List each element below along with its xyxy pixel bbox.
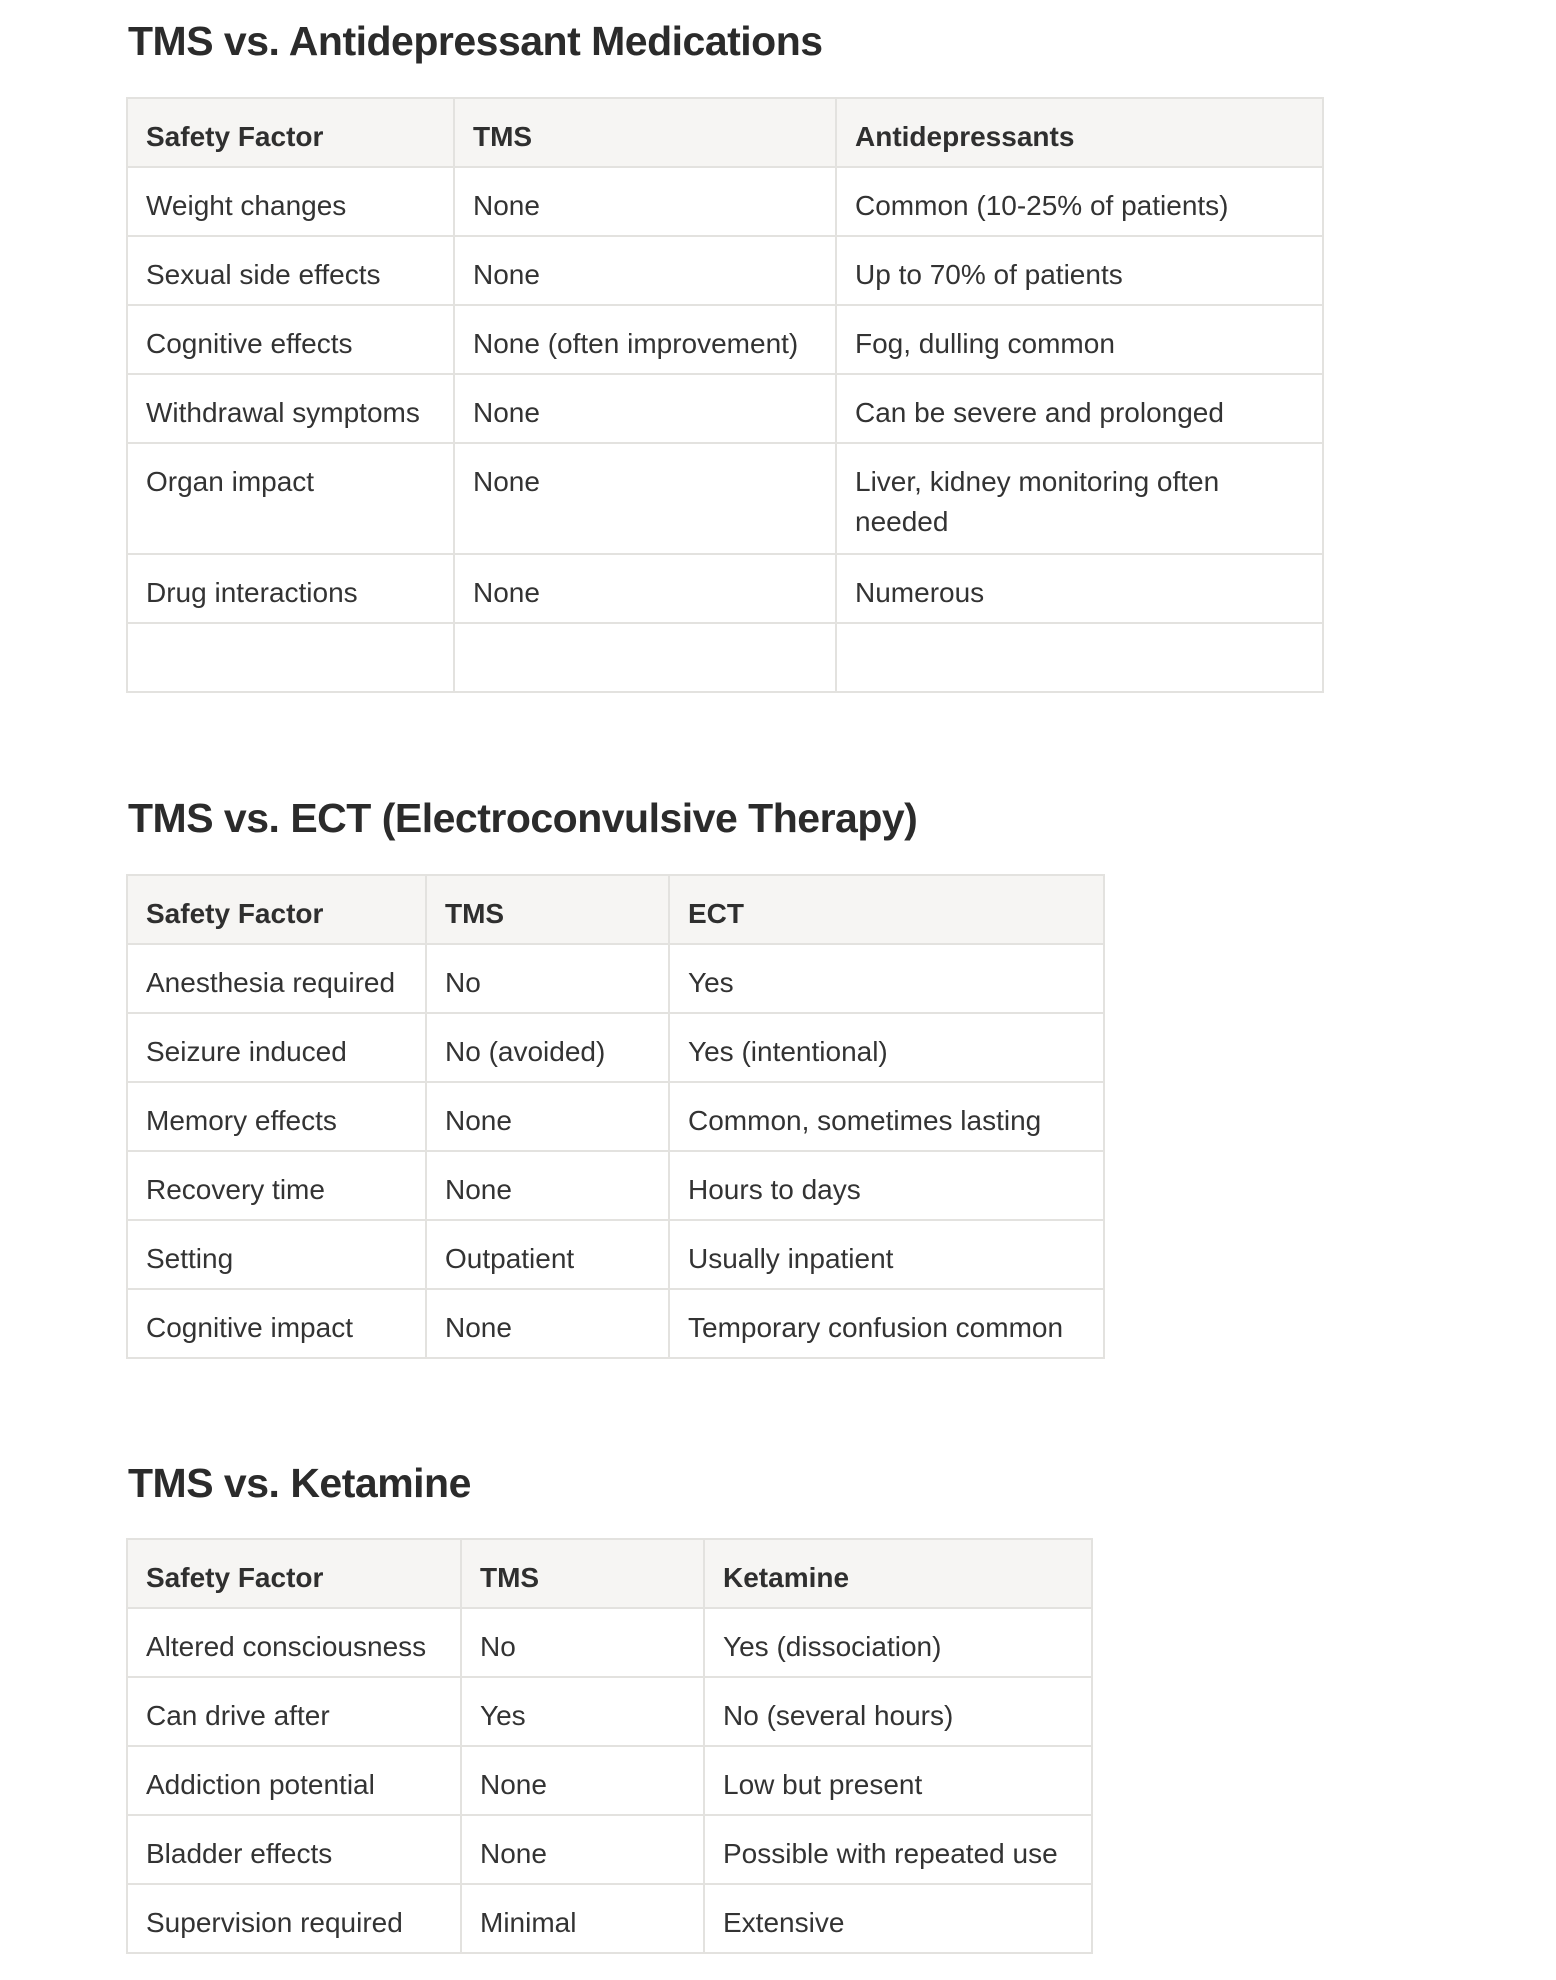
section-title-antidepressants: TMS vs. Antidepressant Medications <box>128 18 823 64</box>
table-cell: None <box>454 554 836 623</box>
section-title-ect: TMS vs. ECT (Electroconvulsive Therapy) <box>128 795 918 841</box>
table-cell: None <box>426 1289 669 1358</box>
table-row <box>127 167 1323 236</box>
table-cell: Seizure induced <box>127 1013 426 1082</box>
table-cell: Drug interactions <box>127 554 454 623</box>
table-cell: Addiction potential <box>127 1746 461 1815</box>
table-row <box>127 1815 1092 1884</box>
table-cell: Yes (dissociation) <box>704 1608 1092 1677</box>
column-header: Safety Factor <box>127 875 426 944</box>
column-header: Safety Factor <box>127 98 454 167</box>
table-row <box>127 1013 1104 1082</box>
table-cell: None <box>461 1746 704 1815</box>
table-cell: Yes <box>669 944 1104 1013</box>
table-header-row <box>127 1539 1092 1608</box>
column-header: TMS <box>461 1539 704 1608</box>
table-cell: No <box>461 1608 704 1677</box>
table-cell: Cognitive impact <box>127 1289 426 1358</box>
table-row <box>127 1220 1104 1289</box>
table-cell: Hours to days <box>669 1151 1104 1220</box>
table-row <box>127 1608 1092 1677</box>
comparison-table-ect <box>126 874 1105 1359</box>
column-header: ECT <box>669 875 1104 944</box>
comparison-table-antidepressants <box>126 97 1324 693</box>
table-cell: Liver, kidney monitoring often needed <box>836 443 1323 554</box>
table-cell: Common (10-25% of patients) <box>836 167 1323 236</box>
table-cell: Can be severe and prolonged <box>836 374 1323 443</box>
table-cell: Up to 70% of patients <box>836 236 1323 305</box>
column-header: Antidepressants <box>836 98 1323 167</box>
table-header-row <box>127 98 1323 167</box>
table-cell: Fog, dulling common <box>836 305 1323 374</box>
table-cell: Bladder effects <box>127 1815 461 1884</box>
table-cell: Extensive <box>704 1884 1092 1953</box>
table-row <box>127 1151 1104 1220</box>
table-cell: Low but present <box>704 1746 1092 1815</box>
table-cell: Supervision required <box>127 1884 461 1953</box>
table-cell: Numerous <box>836 554 1323 623</box>
table-cell: None <box>426 1082 669 1151</box>
table-row <box>127 374 1323 443</box>
column-header: TMS <box>426 875 669 944</box>
table-cell: None <box>454 443 836 554</box>
table-cell: Minimal <box>461 1884 704 1953</box>
table-cell: Common, sometimes lasting <box>669 1082 1104 1151</box>
table-cell: Outpatient <box>426 1220 669 1289</box>
table-row <box>127 236 1323 305</box>
table-cell: Temporary confusion common <box>669 1289 1104 1358</box>
table-cell: No <box>426 944 669 1013</box>
table-cell: None <box>454 236 836 305</box>
column-header: Safety Factor <box>127 1539 461 1608</box>
table-cell: Memory effects <box>127 1082 426 1151</box>
table-cell <box>836 623 1323 692</box>
table-header-row <box>127 875 1104 944</box>
table-cell: No (several hours) <box>704 1677 1092 1746</box>
table-row <box>127 1746 1092 1815</box>
table-cell: None <box>454 167 836 236</box>
table-cell: Can drive after <box>127 1677 461 1746</box>
table-row-empty <box>127 623 1323 692</box>
table-cell: None <box>454 374 836 443</box>
table-cell: Recovery time <box>127 1151 426 1220</box>
table-row <box>127 944 1104 1013</box>
table-cell: Withdrawal symptoms <box>127 374 454 443</box>
table-row <box>127 1082 1104 1151</box>
table-cell: Organ impact <box>127 443 454 554</box>
column-header: TMS <box>454 98 836 167</box>
column-header: Ketamine <box>704 1539 1092 1608</box>
comparison-table-ketamine <box>126 1538 1093 1954</box>
table-row <box>127 305 1323 374</box>
table-cell: Cognitive effects <box>127 305 454 374</box>
table-cell: Yes <box>461 1677 704 1746</box>
table-cell: Altered consciousness <box>127 1608 461 1677</box>
table-cell <box>454 623 836 692</box>
table-row <box>127 443 1323 554</box>
table-cell: None (often improvement) <box>454 305 836 374</box>
table-cell: None <box>461 1815 704 1884</box>
table-cell: Yes (intentional) <box>669 1013 1104 1082</box>
table-row <box>127 1289 1104 1358</box>
table-row <box>127 1884 1092 1953</box>
table-cell: Sexual side effects <box>127 236 454 305</box>
table-row <box>127 554 1323 623</box>
table-cell: None <box>426 1151 669 1220</box>
table-cell: Weight changes <box>127 167 454 236</box>
table-cell: Anesthesia required <box>127 944 426 1013</box>
table-cell: Setting <box>127 1220 426 1289</box>
table-cell <box>127 623 454 692</box>
table-cell: Possible with repeated use <box>704 1815 1092 1884</box>
table-row <box>127 1677 1092 1746</box>
section-title-ketamine: TMS vs. Ketamine <box>128 1460 471 1506</box>
table-cell: Usually inpatient <box>669 1220 1104 1289</box>
table-cell: No (avoided) <box>426 1013 669 1082</box>
